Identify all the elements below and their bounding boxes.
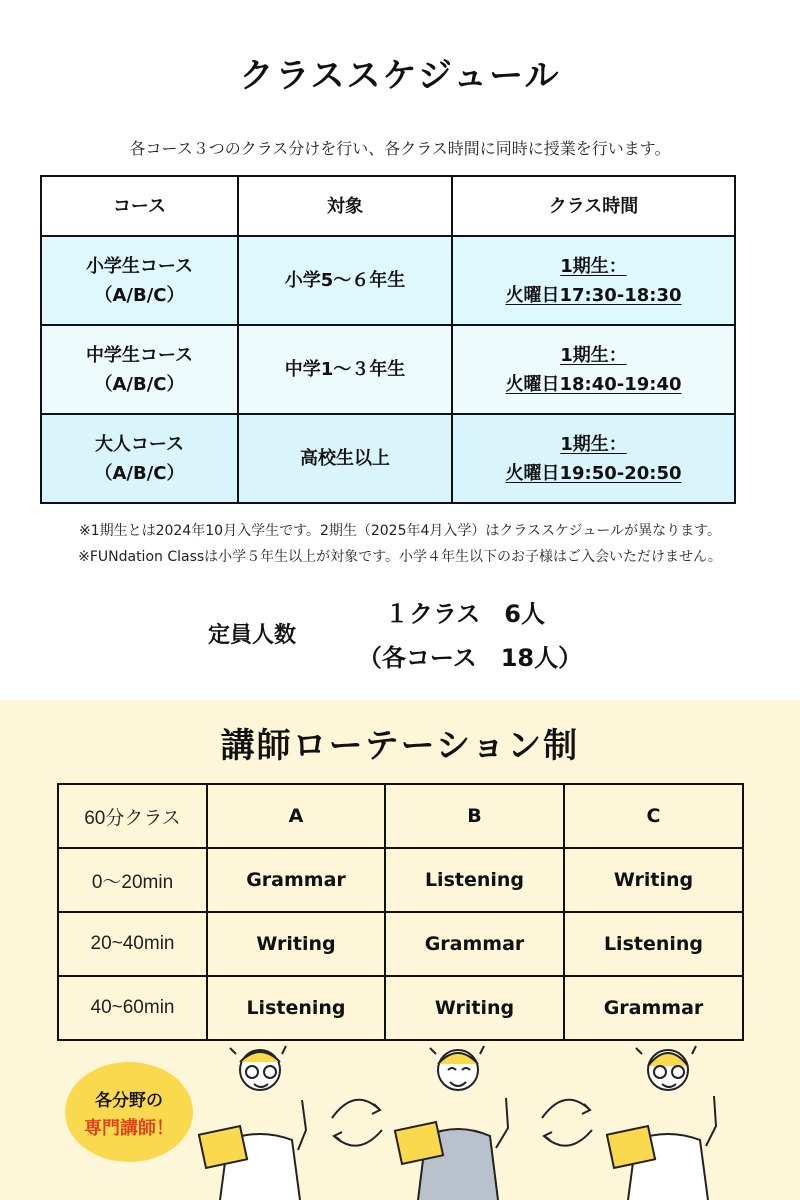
teacher-3-icon: [607, 1046, 716, 1200]
header-time: クラス時間: [452, 176, 735, 236]
table-row: [58, 976, 743, 1040]
target-cell: 高校生以上: [238, 414, 452, 503]
rotation-header-row: [58, 784, 743, 848]
time-slot-cell: 20~40min: [58, 912, 207, 976]
subject-cell: Grammar: [564, 976, 743, 1040]
rotation-table: [57, 783, 744, 1041]
schedule-title: クラススケジュール: [239, 56, 561, 96]
subject-cell: Grammar: [385, 912, 564, 976]
rotation-header-a: A: [207, 784, 385, 848]
time-slot-cell: 40~60min: [58, 976, 207, 1040]
note-2: ※FUNdation Classは小学５年生以上が対象です。小学４年生以下のお子様はご入会いただけません。: [78, 549, 722, 565]
schedule-intro: 各コース３つのクラス分けを行い、各クラス時間に同時に授業を行います。: [129, 139, 671, 158]
subject-cell: Writing: [385, 976, 564, 1040]
note-1: ※1期生とは2024年10月入学生です。2期生（2025年4月入学）はクラススケジュールが異なります。: [78, 523, 722, 539]
rotate-arrows-icon: [332, 1100, 382, 1146]
time-cell: 1期生： 火曜日17:30-18:30: [452, 236, 735, 325]
teacher-illustrations: [190, 1040, 750, 1200]
rotation-header-b: B: [385, 784, 564, 848]
table-row: [41, 325, 735, 414]
specialist-badge: [65, 1062, 193, 1162]
schedule-table: [40, 175, 736, 504]
table-row: [41, 236, 735, 325]
course-cell: 小学生コース （A/B/C）: [41, 236, 238, 325]
teacher-1-icon: [199, 1046, 306, 1200]
rotation-header-label: 60分クラス: [58, 784, 207, 848]
capacity-label: 定員人数: [208, 623, 297, 648]
capacity-per-course: （各コース 18人）: [357, 644, 583, 672]
subject-cell: Listening: [564, 912, 743, 976]
rotate-arrows-icon: [542, 1100, 592, 1146]
time-cell: 1期生： 火曜日18:40-19:40: [452, 325, 735, 414]
target-cell: 中学1～３年生: [238, 325, 452, 414]
time-cell: 1期生： 火曜日19:50-20:50: [452, 414, 735, 503]
rotation-header-c: C: [564, 784, 743, 848]
header-target: 対象: [238, 176, 452, 236]
subject-cell: Grammar: [207, 848, 385, 912]
course-cell: 中学生コース （A/B/C）: [41, 325, 238, 414]
subject-cell: Listening: [207, 976, 385, 1040]
subject-cell: Writing: [207, 912, 385, 976]
target-cell: 小学5～６年生: [238, 236, 452, 325]
badge-line-2: 専門講師！: [84, 1118, 174, 1139]
subject-cell: Writing: [564, 848, 743, 912]
badge-line-1: 各分野の: [95, 1091, 163, 1111]
course-cell: 大人コース （A/B/C）: [41, 414, 238, 503]
time-slot-cell: 0～20min: [58, 848, 207, 912]
teacher-2-icon: [395, 1046, 508, 1200]
rotation-title: 講師ローテーション制: [220, 726, 580, 766]
table-row: [58, 912, 743, 976]
capacity-per-class: １クラス 6人: [385, 600, 545, 628]
table-row: [41, 414, 735, 503]
header-course: コース: [41, 176, 238, 236]
table-row: [58, 848, 743, 912]
subject-cell: Listening: [385, 848, 564, 912]
schedule-header-row: [41, 176, 735, 236]
